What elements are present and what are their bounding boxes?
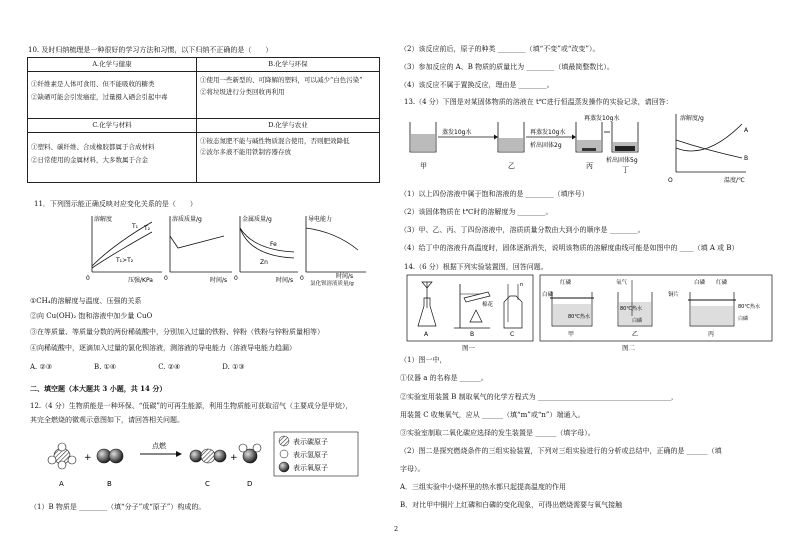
fig2-jia-white-p: 白磷 bbox=[542, 292, 554, 298]
beaker-label-bing: 丙 bbox=[586, 162, 593, 170]
fig2-title-yi: 乙 bbox=[632, 331, 639, 338]
precipitate-2-label: 析出固体5g bbox=[606, 157, 638, 164]
q10-head-b: B.化学与环保 bbox=[196, 58, 379, 72]
g1-origin: 0 bbox=[86, 275, 90, 282]
q10-head-c: C.化学与材料 bbox=[28, 118, 197, 132]
fig1-title: 图一 bbox=[462, 344, 475, 352]
fig2-bing-white-p-2: 白磷 bbox=[738, 316, 749, 322]
g3-fe: Fe bbox=[270, 241, 277, 248]
q10-table bbox=[27, 57, 380, 183]
fig2-bing-water: 80℃热水 bbox=[738, 304, 760, 310]
beaker-yi bbox=[498, 122, 524, 152]
section-2-title: 二、填空题（本大题共 3 小题，共 14 分） bbox=[30, 384, 167, 393]
label-b: B bbox=[107, 480, 112, 488]
q11-graphs bbox=[74, 210, 374, 286]
q10-body-b bbox=[196, 71, 379, 118]
molecule-d bbox=[239, 444, 261, 463]
q14-stem: 14.（6 分）根据下列实验装置图，回答问题。 bbox=[404, 263, 548, 271]
beaker-jia bbox=[410, 122, 436, 152]
g1-t1: T₁ bbox=[132, 223, 139, 230]
fig2-jia-water: 80℃热水 bbox=[568, 314, 590, 320]
label-c: C bbox=[205, 480, 210, 488]
q12-stem-1: 12.（4 分）生物质能是一种环保、“低碳”的可再生能源，利用生物质能可获取沼气（主要成分是甲烷）， bbox=[30, 402, 353, 410]
q14-sub-1c: 用装置 C 收集氧气，应从 ______（填“m”或“n”）端通入。 bbox=[400, 411, 585, 419]
q13-sub-1: （1）以上四份溶液中属于饱和溶液的是 ________（填序号） bbox=[400, 190, 589, 198]
fig2-title: 图二 bbox=[622, 344, 635, 352]
q11-choices: A. ②③ B. ①④ C. ②④ D. ①③ bbox=[30, 363, 245, 371]
q14-sub-2a: （2）图二是探究燃烧条件的三组实验装置，下列对三组实验进行的分析或总结中，正确的是 ______（填 bbox=[400, 447, 722, 455]
beaker-label-yi: 乙 bbox=[508, 162, 515, 170]
fig2-title-jia: 甲 bbox=[568, 331, 575, 338]
q11-option-3: ③在等质量、等质量分数的两份稀硫酸中，分别加入过量的铁粉、锌粉（铁粉与锌粉质量相等） bbox=[30, 328, 324, 336]
q11-stem: 11．下列图示能正确反映对应变化关系的是（ ） bbox=[34, 200, 197, 208]
q10-head-d: D.化学与农业 bbox=[196, 118, 379, 132]
beaker-ding bbox=[612, 122, 638, 152]
q13-sub-2: （2）该固体物质在 t℃时的溶解度为 ________。 bbox=[400, 208, 553, 216]
beaker-label-jia: 甲 bbox=[420, 162, 427, 170]
q13-figure bbox=[406, 110, 776, 188]
legend-carbon: 表示碳原子 bbox=[293, 438, 328, 446]
g1-t2: T₂ bbox=[144, 225, 151, 232]
q14-option-b: B．对比甲中铜片上红磷和白磷的变化现象，可得出燃烧需要与氧气接触 bbox=[400, 501, 623, 509]
label-d: D bbox=[247, 480, 253, 488]
q12-reaction-diagram bbox=[40, 430, 360, 492]
q13-sub-4: （4）给丁中的溶液升高温度时，固体逐渐消失，说明该物质的溶解度曲线可能是如图中的 ____（填 A 或 B） bbox=[400, 244, 739, 252]
figure-2 bbox=[540, 275, 772, 341]
g3-xlabel: 时间/s bbox=[276, 277, 294, 284]
figure-1 bbox=[407, 275, 533, 341]
g1-xlabel: 压强/KPa bbox=[128, 277, 153, 284]
q10-a-item-1: ①纤维素是人体可食用、但不能吸收的糖类 bbox=[31, 79, 155, 88]
q10-c-item-2: ②日常使用的金属材料，大多数属于合金 bbox=[31, 156, 148, 165]
g1-rel: T₁>T₂ bbox=[116, 257, 134, 264]
q10-a-item-2: ②缺硒可能会引发癌症，过量摄入硒会引起中毒 bbox=[31, 92, 168, 101]
sol-curve-a: A bbox=[744, 127, 749, 134]
label-a: A bbox=[59, 480, 64, 488]
molecule-c bbox=[190, 449, 226, 463]
q10-d-item-2: ②波尔多液不能用铁制容器存放 bbox=[199, 148, 291, 157]
molecule-a bbox=[48, 443, 76, 469]
q11-option-2: ②向 Cu(OH)₂ 饱和溶液中加少量 CuO bbox=[30, 312, 153, 320]
q14-figures bbox=[406, 274, 774, 344]
solubility-graph bbox=[668, 114, 749, 184]
g3-zn: Zn bbox=[260, 259, 268, 266]
g2-ylabel: 溶质质量/g bbox=[172, 216, 202, 223]
q11-graph-4 bbox=[300, 215, 366, 282]
q14-sub-1: （1）图一中， bbox=[400, 356, 447, 364]
g4-xlabel: 时间/s bbox=[336, 273, 354, 280]
g4-extra-label: 氯化钡溶液质量/g bbox=[310, 281, 354, 287]
g3-ylabel: 金属质量/g bbox=[242, 216, 272, 223]
q10-b-item-2: ②将垃圾进行分类回收再利用 bbox=[199, 87, 285, 96]
fig1-letter-c: C bbox=[510, 331, 515, 338]
q12-sub-2: （2）该反应前后，原子的种类 ________（填“不变”或“改变”）。 bbox=[400, 45, 600, 53]
fig2-yi-white-p: 白磷 bbox=[632, 318, 643, 324]
fig1-letter-b: B bbox=[470, 331, 475, 338]
plus-2: + bbox=[230, 453, 238, 463]
g3-origin: 0 bbox=[234, 275, 238, 282]
q11-option-4: ④向稀硫酸中，逐滴加入过量的氯化钡溶液，测溶液的导电能力（溶液导电能力趋漏） bbox=[30, 344, 296, 352]
q12-stem-2: 其完全燃烧的微观示意图如下，请回答相关问题。 bbox=[30, 416, 184, 424]
precipitate-1-label: 析出固体2g bbox=[530, 142, 562, 149]
arrow-1-label: 蒸发10g水 bbox=[442, 129, 472, 136]
fig2-title-bing: 丙 bbox=[708, 331, 715, 338]
q10-body-a bbox=[28, 71, 197, 118]
molecule-b bbox=[97, 449, 123, 463]
q10-body-c bbox=[28, 132, 197, 182]
fig2-bing-white-p: 白磷 bbox=[694, 280, 706, 286]
q14-sub-2b: 字母）。 bbox=[400, 465, 425, 473]
page-number: 2 bbox=[394, 525, 399, 533]
g4-origin: 0 bbox=[300, 275, 304, 282]
q13-stem: 13.（4 分）下图是对某固体物质的溶液在 t℃进行恒温蒸发操作的实验记录，请回答： bbox=[404, 98, 673, 106]
arrow-3-label: 再蒸发10g水 bbox=[584, 115, 620, 122]
g2-xlabel: 时间/s bbox=[210, 277, 228, 284]
g4-ylabel: 导电能力 bbox=[308, 216, 333, 223]
q14-sub-1b: ②实验室用装置 B 制取氧气的化学方程式为 ______________________________________， bbox=[400, 393, 678, 401]
beaker-bing bbox=[576, 122, 602, 152]
q11-graph-1 bbox=[86, 215, 162, 284]
sol-xlabel: 温度/℃ bbox=[724, 177, 745, 184]
q14-option-a: A．三组实验中小烧杯里的热水都只起提高温度的作用 bbox=[400, 483, 567, 491]
q11-graph-3 bbox=[234, 215, 298, 284]
fig2-bing-red-p: 红磷 bbox=[716, 280, 728, 286]
reaction-condition: 点燃 bbox=[152, 442, 166, 450]
sol-curve-b: B bbox=[744, 155, 749, 162]
q14-sub-1d: ③实验室制取二氧化碳应选择的发生装置是 ______（填字母）。 bbox=[400, 429, 595, 437]
g1-ylabel: 溶解度 bbox=[94, 216, 113, 223]
fig1-n-label: n bbox=[520, 282, 524, 288]
q10-stem: 10. 及时归纳梳理是一种很好的学习方法和习惯，以下归纳不正确的是（ ） bbox=[28, 46, 273, 54]
sol-origin: O bbox=[668, 177, 673, 184]
beaker-label-ding: 丁 bbox=[622, 166, 629, 174]
q10-c-item-1: ①塑料、碳纤维、合成橡胶都属于合成材料 bbox=[31, 142, 155, 151]
legend-hydrogen: 表示氢原子 bbox=[293, 451, 328, 459]
plus-1: + bbox=[84, 453, 92, 463]
q10-body-d bbox=[196, 132, 379, 182]
fig1-cotton-label: 棉花 bbox=[482, 302, 494, 308]
legend-oxygen: 表示氧原子 bbox=[293, 464, 328, 472]
sol-ylabel: 溶解度/g bbox=[680, 115, 704, 122]
q12-sub-3: （3）参加反应的 A、B 物质的质量比为 ________（填最简整数比）。 bbox=[400, 63, 614, 71]
fig2-bing-copper: 铜片 bbox=[668, 292, 680, 298]
q12-sub-1: （1）B 物质是 ________（填“分子”或“原子”）构成的。 bbox=[30, 503, 206, 511]
q11-graph-2 bbox=[164, 215, 232, 284]
fig2-jia-red-p: 红磷 bbox=[560, 280, 572, 286]
q12-sub-4: （4）该反应不属于置换反应，理由是 ________。 bbox=[400, 81, 554, 89]
fig1-letter-a: A bbox=[424, 331, 429, 338]
q14-sub-1a: ①仪器 a 的名称是 ______。 bbox=[400, 374, 488, 382]
q11-option-1: ①CH₄的溶解度与温度、压强的关系 bbox=[30, 297, 142, 305]
fig2-yi-water: 80℃热水 bbox=[620, 306, 642, 312]
q10-d-item-1: ①铵态氮肥不能与碱性物质混合使用，否则肥效降低 bbox=[199, 136, 350, 145]
g2-origin: 0 bbox=[164, 275, 168, 282]
q10-head-a: A.化学与健康 bbox=[28, 58, 197, 72]
arrow-2-label: 再蒸发10g水 bbox=[530, 129, 566, 136]
q12-legend bbox=[274, 432, 358, 476]
q10-b-item-1: ①使用一些新型的、可降解的塑料，可以减少“白色污染” bbox=[199, 75, 363, 84]
fig2-yi-oxygen: 氧气 bbox=[616, 280, 628, 286]
q13-sub-3: （3）甲、乙、丙、丁四份溶液中，溶质质量分数由大到小的顺序是 ________。 bbox=[400, 226, 645, 234]
